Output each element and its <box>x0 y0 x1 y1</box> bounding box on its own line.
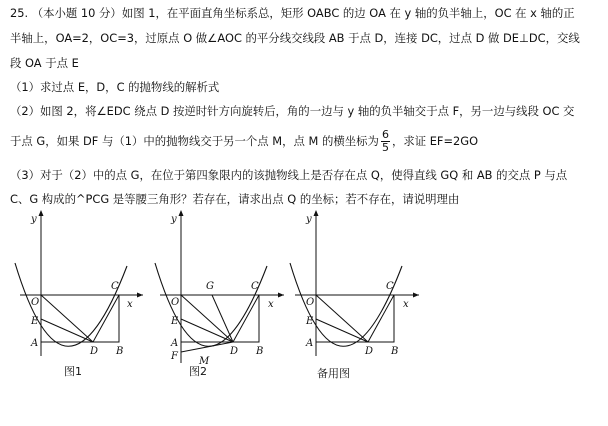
rectangle-OABC <box>41 295 119 342</box>
label-A: A <box>31 338 39 349</box>
label-O: O <box>171 297 180 308</box>
label-y: y <box>31 214 37 225</box>
label-A: A <box>171 338 179 349</box>
segment-DC <box>233 295 259 342</box>
figure-1 <box>10 208 146 358</box>
figure-1-caption: 图1 <box>64 365 82 378</box>
label-E: E <box>306 316 314 327</box>
question-2-text-before-fraction: 于点 G，如果 DF 与（1）中的抛物线交于另一个点 M，点 M 的横坐标为 <box>10 134 379 148</box>
figure-3-caption: 备用图 <box>317 367 350 380</box>
question-2-line-2 <box>10 129 478 154</box>
label-O: O <box>306 297 315 308</box>
y-axis-arrow <box>39 210 44 216</box>
label-C: C <box>111 281 119 292</box>
fraction-numerator: 6 <box>381 128 389 141</box>
problem-line-1: 25. （本小题 10 分）如图 1，在平面直角坐标系总，矩形 OABC 的边 OA 在 y 轴的负半轴上，OC 在 x 轴的正 <box>10 6 575 20</box>
question-1: （1）求过点 E，D，C 的抛物线的解析式 <box>10 80 220 94</box>
label-D: D <box>90 346 99 357</box>
label-A: A <box>306 338 314 349</box>
x-axis-arrow <box>278 293 284 298</box>
y-axis-arrow <box>179 210 184 216</box>
y-axis-arrow <box>314 210 319 216</box>
figure-2-caption: 图2 <box>189 365 207 378</box>
segment-OD <box>316 295 368 342</box>
label-E: E <box>31 316 39 327</box>
x-axis-arrow <box>413 293 419 298</box>
label-F: F <box>171 351 178 362</box>
label-G: G <box>206 281 214 292</box>
label-C: C <box>386 281 394 292</box>
label-B: B <box>116 346 124 357</box>
label-D: D <box>230 346 239 357</box>
segment-DC <box>93 295 119 342</box>
segment-ED <box>316 319 368 342</box>
label-C: C <box>251 281 259 292</box>
label-B: B <box>391 346 399 357</box>
segment-FD <box>181 342 233 352</box>
segment-OD <box>41 295 93 342</box>
segment-OD <box>181 295 233 342</box>
rectangle-OABC <box>181 295 259 342</box>
problem-line-2: 半轴上，OA=2，OC=3，过原点 O 做∠AOC 的平分线交线段 AB 于点 D，连接 DC，过点 D 做 DE⊥DC，交线 <box>10 31 580 45</box>
rectangle-OABC <box>316 295 394 342</box>
label-y: y <box>306 214 312 225</box>
question-3-line-1: （3）对于（2）中的点 G，在位于第四象限内的该抛物线上是否存在点 Q，使得直线 GQ 和 AB 的交点 P 与点 <box>10 168 568 182</box>
question-2-text-after-fraction: ，求证 EF=2GO <box>391 134 479 148</box>
label-x: x <box>403 299 409 310</box>
label-B: B <box>256 346 264 357</box>
fraction-6-5 <box>381 129 390 154</box>
segment-ED <box>41 319 93 342</box>
label-y: y <box>171 214 177 225</box>
label-E: E <box>171 316 179 327</box>
segment-ED <box>181 319 233 342</box>
label-x: x <box>268 299 274 310</box>
problem-line-3: 段 OA 于点 E <box>10 56 79 70</box>
label-D: D <box>365 346 374 357</box>
segment-GD <box>212 295 233 342</box>
question-3-line-2: C、G 构成的^PCG 是等腰三角形？若存在，请求出点 Q 的坐标；若不存在，请说明理由 <box>10 192 460 206</box>
segment-DC <box>368 295 394 342</box>
label-O: O <box>31 297 40 308</box>
figure-3-backup <box>285 208 421 358</box>
question-2-line-1: （2）如图 2，将∠EDC 绕点 D 按逆时针方向旋转后，角的一边与 y 轴的负半轴交于点 F，另一边与线段 OC 交 <box>10 104 575 118</box>
x-axis-arrow <box>137 293 143 298</box>
fraction-denominator: 5 <box>381 141 389 154</box>
label-x: x <box>127 299 133 310</box>
label-M: M <box>199 356 210 367</box>
figure-2 <box>150 208 288 368</box>
